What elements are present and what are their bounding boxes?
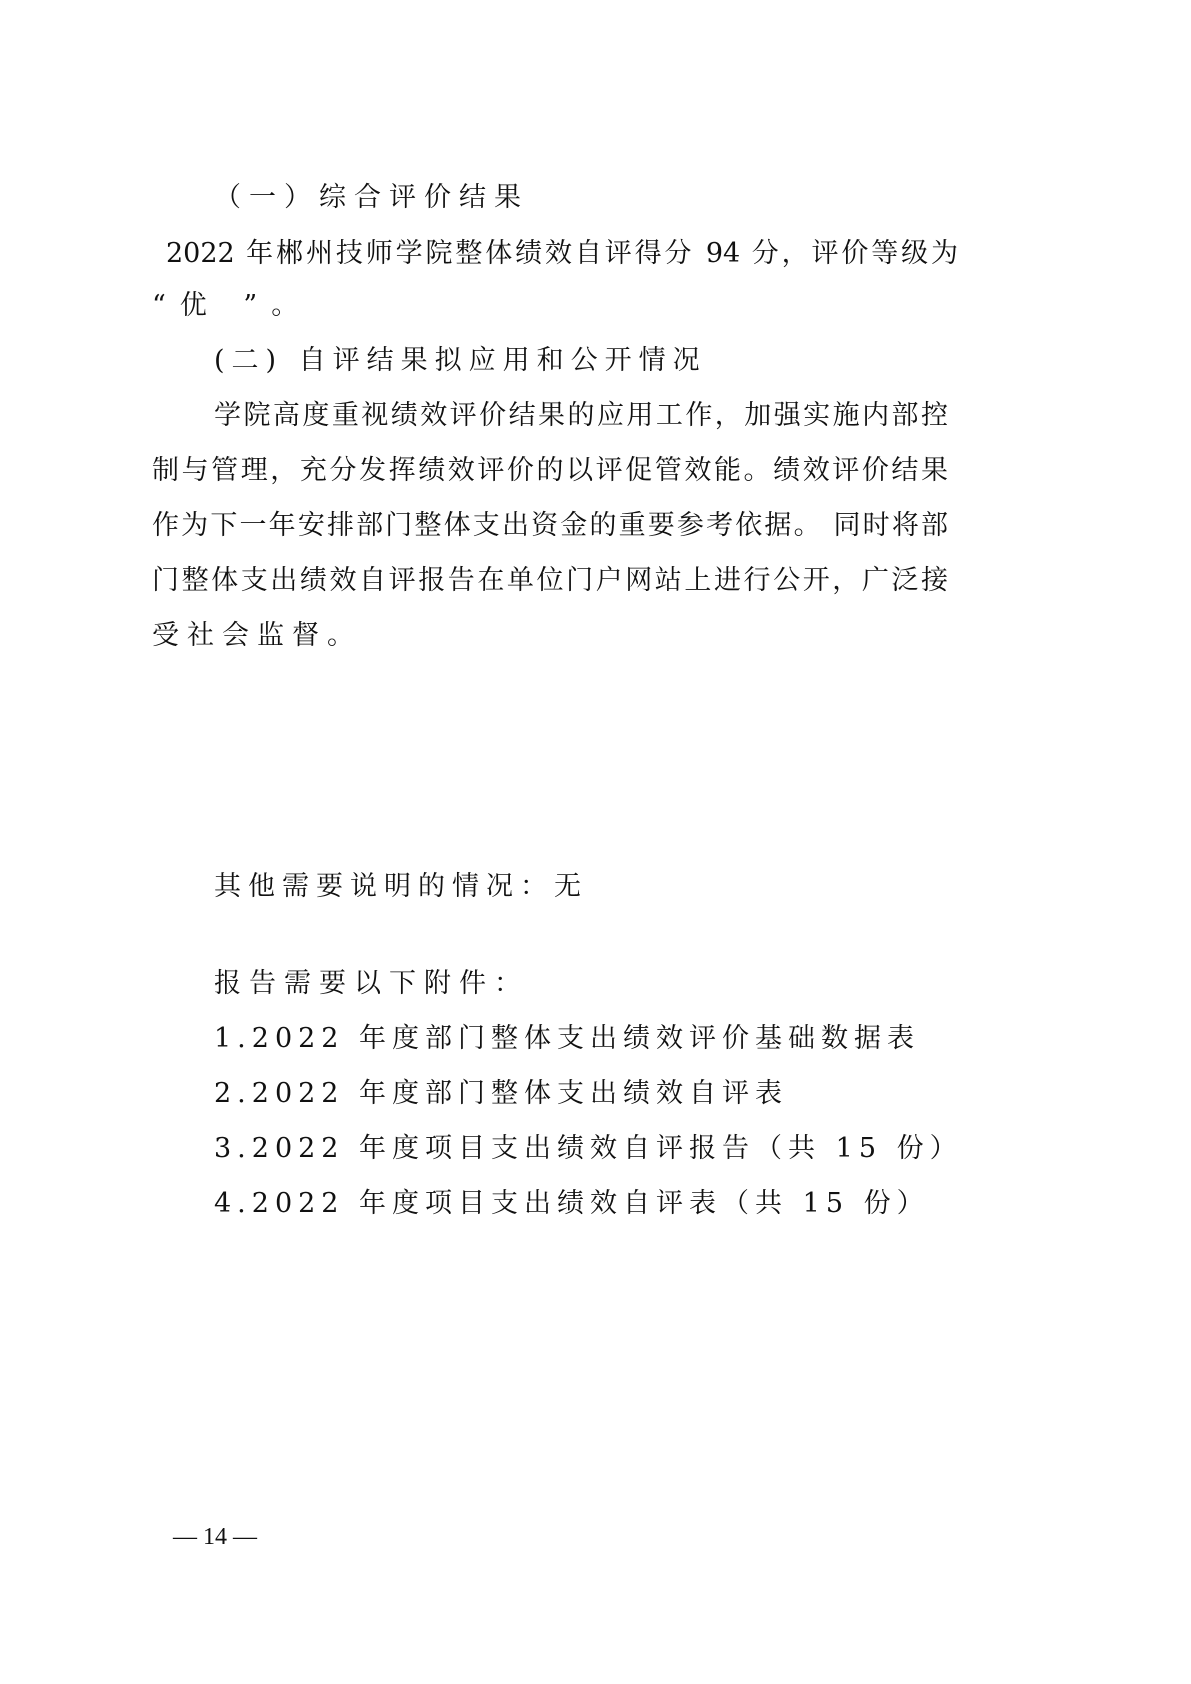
section1-paragraph-line-2: “优 ”。 — [152, 290, 313, 321]
attachment-item-1: 1.2022 年度部门整体支出绩效评价基础数据表 — [214, 1023, 921, 1054]
section2-paragraph-line-4: 门整体支出绩效自评报告在单位门户网站上进行公开，广泛接 — [152, 565, 948, 596]
section1-paragraph-line-1: 2022 年郴州技师学院整体绩效自评得分 94 分，评价等级为 — [166, 238, 958, 269]
section2-paragraph-line-5: 受社会监督。 — [152, 620, 362, 651]
attachments-intro: 报告需要以下附件： — [214, 968, 529, 999]
attachment-item-2: 2.2022 年度部门整体支出绩效自评表 — [214, 1078, 789, 1109]
section2-heading: (二) 自评结果拟应用和公开情况 — [214, 345, 707, 376]
section1-heading: （一）综合评价结果 — [214, 182, 529, 213]
attachment-item-3: 3.2022 年度项目支出绩效自评报告（共 15 份） — [214, 1133, 963, 1164]
section2-paragraph-line-1: 学院高度重视绩效评价结果的应用工作，加强实施内部控 — [214, 400, 948, 431]
attachment-item-4: 4.2022 年度项目支出绩效自评表（共 15 份） — [214, 1188, 930, 1219]
page-number: — 14 — — [173, 1524, 257, 1550]
section2-paragraph-line-2: 制与管理，充分发挥绩效评价的以评促管效能。绩效评价结果 — [152, 455, 948, 486]
other-notes: 其他需要说明的情况：无 — [214, 871, 588, 902]
section2-paragraph-line-3: 作为下一年安排部门整体支出资金的重要参考依据。 同时将部 — [152, 510, 948, 541]
